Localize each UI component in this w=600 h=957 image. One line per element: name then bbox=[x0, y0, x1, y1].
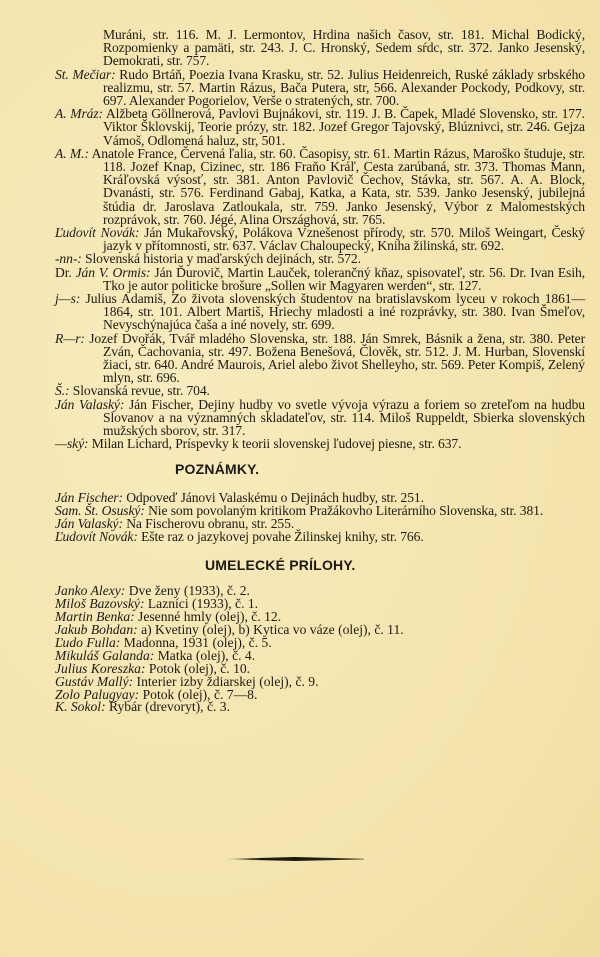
review-entry bbox=[55, 226, 585, 252]
review-text: Milan Lichard, Príspevky k teorii slovenskej ľudovej piesne, str. 637. bbox=[88, 436, 462, 452]
artwork-text: Interier izby ždiarskej (olej), č. 9. bbox=[133, 673, 319, 689]
art-supplements-list bbox=[55, 585, 585, 714]
artwork-text: Potok (olej), č. 7—8. bbox=[139, 686, 258, 702]
art-entry bbox=[55, 701, 585, 714]
review-text: Slovanská revue, str. 704. bbox=[69, 383, 210, 399]
artwork-text: Potok (olej), č. 10. bbox=[145, 660, 251, 676]
reviewer-name: -nn-: bbox=[55, 251, 82, 267]
artwork-text: a) Kvetiny (olej), b) Kytica vo váze (olej), č. 11. bbox=[137, 622, 404, 638]
reviewer-name: St. Mečiar: bbox=[55, 66, 116, 82]
reviewer-name: j—s: bbox=[55, 291, 81, 307]
note-author: Ján Fischer: bbox=[55, 489, 123, 505]
note-entry bbox=[55, 530, 585, 543]
art-supplements-heading: UMELECKÉ PRÍLOHY. bbox=[205, 557, 356, 574]
artist-name: K. Sokol: bbox=[55, 699, 106, 715]
note-author: Sam. Št. Osuský: bbox=[55, 502, 145, 518]
review-text: Alžbeta Göllnerová, Pavlovi Bujnákovi, str. 119. J. B. Čapek, Mladé Slovensko, str. 177. Viktor Šklovskij, Teorie prózy, str. 182. Jozef Gregor Tajovský, Blúznivci, str. 246. Gejza Vámoš, Odlomená haluz, str, 501. bbox=[102, 106, 585, 148]
artwork-text: Matka (olej), č. 4. bbox=[154, 647, 256, 663]
artwork-text: Rybár (drevoryt), č. 3. bbox=[105, 699, 230, 715]
reviewer-name: A. M.: bbox=[55, 145, 89, 161]
review-text: Julius Adamiš, Zo života slovenských študentov na bratislavskom lyceu v rokoch 1861—1864, str. 101. Albert Martiš, Hriechy mladosti a iné rozprávky, str. 380. Ivan Šmeľov, Nevyschýnajúca čaša a iné novely, str. 699. bbox=[80, 291, 585, 333]
review-entry bbox=[55, 147, 585, 226]
artwork-text: Dve ženy (1933), č. 2. bbox=[125, 583, 250, 599]
review-text: Ján Ďurovič, Martin Lauček, tolerančný kňaz, spisovateľ, str. 56. Dr. Ivan Esih, Tko je autor politicke brošure „Sollen wir Magyaren werden“, str. 127. bbox=[103, 264, 585, 293]
review-entry bbox=[55, 68, 585, 108]
artist-name: Ľudo Fulla: bbox=[55, 634, 121, 650]
note-author: Ján Valaský: bbox=[55, 515, 123, 531]
review-entry bbox=[55, 332, 585, 385]
review-entry bbox=[55, 292, 585, 332]
reviewer-title: Dr. bbox=[55, 264, 76, 280]
review-entry bbox=[55, 107, 585, 147]
note-text: Ešte raz o jazykovej povahe Žilinskej knihy, str. 766. bbox=[137, 529, 424, 545]
reviewer-name: Ľudovít Novák: bbox=[55, 225, 140, 241]
reviews-list bbox=[55, 28, 585, 451]
reviewer-name: Ján V. Ormis: bbox=[75, 264, 151, 280]
review-text: Ján Mukařovský, Polákova Vznešenost přírody, str. 570. Miloš Weingart, Český jazyk v přítomnosti, str. 637. Václav Chaloupecký, Kniha žilinská, str. 692. bbox=[103, 225, 586, 254]
notes-heading: POZNÁMKY. bbox=[175, 460, 260, 477]
artist-name: Jakub Bohdan: bbox=[55, 622, 138, 638]
review-entry bbox=[55, 437, 585, 450]
review-entry bbox=[55, 266, 585, 292]
reviewer-name: —ský: bbox=[55, 436, 89, 452]
note-author: Ľudovít Novák: bbox=[55, 529, 138, 545]
review-text: Ján Fischer, Dejiny hudby vo svetle vývoja výrazu a foriem so zreteľom na hudbu Slovanov a na významných skladateľov, str. 114. Miloš Ruppeldt, Sbierka slovenských mužských sborov, str. 317. bbox=[103, 396, 585, 439]
reviewer-name: A. Mráz: bbox=[55, 106, 103, 122]
decorative-divider-rule bbox=[226, 857, 364, 861]
review-entry bbox=[55, 398, 585, 438]
review-text: Rudo Brtáň, Poezia Ivana Krasku, str. 52. Julius Heidenreich, Ruské základy srbského realizmu, str. 57. Martin Rázus, Bača Putera, str, 566. Alexander Pockody, Podkovy, str. 697. Alexander Pogorielov, Verše o stratených, str. 700. bbox=[103, 66, 585, 109]
note-text: Nie som povolaným kritikom Pražákovho Literárního Slovenska, str. 381. bbox=[144, 502, 544, 518]
artwork-text: Jesenné hmly (olej), č. 12. bbox=[134, 609, 282, 625]
reviewer-name: R—r: bbox=[55, 330, 85, 346]
artwork-text: Madonna, 1931 (olej), č. 5. bbox=[120, 634, 272, 650]
review-text: Muráni, str. 116. M. J. Lermontov, Hrdina našich časov, str. 181. Michal Bodický, Rozpomienky a pamäti, str. 243. J. C. Hronský, Sedem sŕdc, str. 372. Janko Jesenský, Demokrati, str. 757. bbox=[103, 27, 585, 69]
artwork-text: Lazníci (1933), č. 1. bbox=[144, 596, 259, 612]
artist-name: Martin Benka: bbox=[55, 609, 135, 625]
review-entry bbox=[55, 28, 585, 68]
reviewer-name: Ján Valaský: bbox=[55, 396, 125, 412]
artist-name: Mikuláš Galanda: bbox=[55, 647, 155, 663]
artist-name: Zolo Palugyay: bbox=[55, 686, 140, 702]
note-text: Odpoveď Jánovi Valaskému o Dejinách hudby, str. 251. bbox=[122, 489, 424, 505]
artist-name: Gustáv Mallý: bbox=[55, 673, 134, 689]
reviewer-name: Š.: bbox=[55, 383, 70, 399]
artist-name: Janko Alexy: bbox=[55, 583, 126, 599]
index-page bbox=[55, 28, 585, 714]
artist-name: Miloš Bazovský: bbox=[55, 596, 145, 612]
artist-name: Julius Koreszka: bbox=[55, 660, 146, 676]
review-text: Slovenská historia y maďarských dejinách, str. 572. bbox=[81, 251, 361, 267]
review-text: Anatole France, Červená ľalia, str. 60. Časopisy, str. 61. Martin Rázus, Maroško študuje, str. 118. Jozef Knap, Cizinec, str. 186 Fraňo Kráľ, Cesta zarúbaná, str. 373. Thomas Mann, Kráľovská výsosť, str. 381. Anton Pavlovič Čechov, Stávka, str. 567. A. A. Block, Dvanásti, str. 576. Ferdinand Gabaj, Katka, a Kata, str. 539. Janko Jesenský, jubilejná štúdia dr. Jaroslava Zatloukala, str. 759. Janko Jesenský, Výbor z Malomestských rozprávok, str. 760. Jégé, Alina Országhová, str. 765. bbox=[88, 145, 586, 227]
review-text: Jozef Dvořák, Tvář mladého Slovenska, str. 188. Ján Smrek, Básnik a žena, str. 380. Peter Zván, Čachovania, str. 497. Božena Benešová, Člověk, str. 512. J. M. Hurban, Slovenskí žiaci, str. 640. André Maurois, Ariel alebo život Shelleyho, str. 569. Peter Kompiš, Zelený mlyn, str. 696. bbox=[84, 330, 585, 386]
notes-list bbox=[55, 491, 585, 544]
note-text: Na Fischerovu obranu, str. 255. bbox=[122, 515, 295, 531]
